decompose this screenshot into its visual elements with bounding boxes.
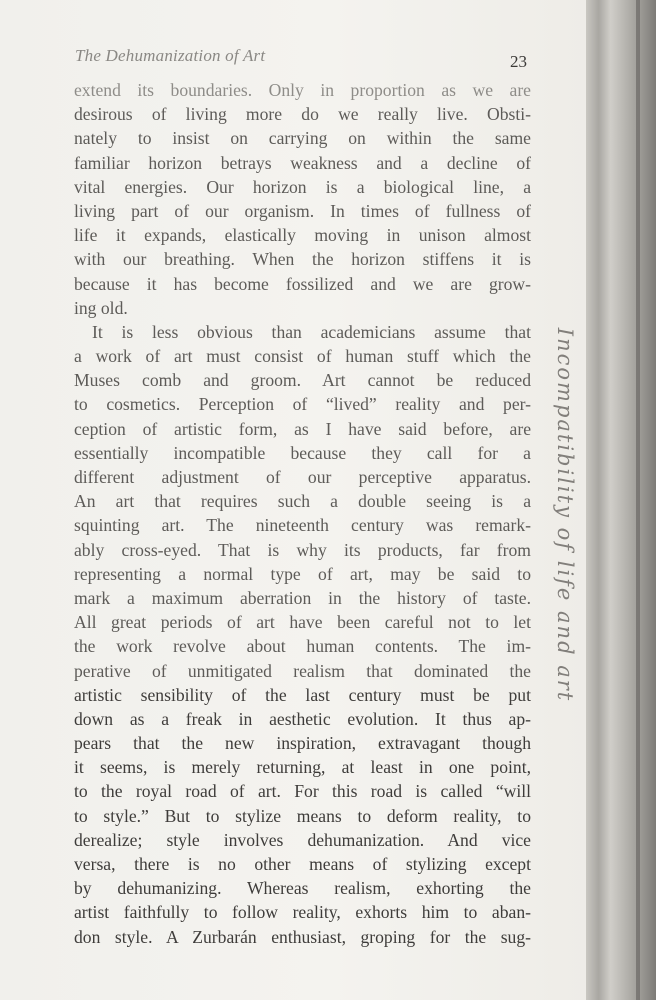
running-head: The Dehumanization of Art — [75, 46, 266, 65]
text-line: representing a normal type of art, may be said to — [74, 563, 531, 584]
text-line: down as a freak in aesthetic evolution. It thus ap- — [74, 708, 531, 729]
text-line: nately to insist on carrying on within the same — [74, 128, 531, 149]
text-line: essentially incompatible because they call for a — [74, 442, 531, 463]
handwritten-margin-note — [540, 327, 590, 703]
book-gutter — [586, 0, 656, 1000]
text-line: artistic sensibility of the last century must be put — [74, 684, 531, 705]
text-line: it seems, is merely returning, at least in one point, — [74, 757, 531, 778]
text-line: An art that requires such a double seeing is a — [74, 491, 531, 512]
margin-note-text: Incompatibility of life and art — [553, 327, 577, 703]
text-line: don style. A Zurbarán enthusiast, groping for the sug- — [74, 926, 531, 947]
text-line: with our breathing. When the horizon stiffens it is — [74, 249, 531, 270]
text-line: mark a maximum aberration in the history of taste. — [74, 587, 531, 608]
text-line: It is less obvious than academicians assume that — [92, 321, 531, 342]
text-line: a work of art must consist of human stuff which the — [74, 346, 531, 367]
text-line: familiar horizon betrays weakness and a decline of — [74, 152, 531, 173]
text-line: All great periods of art have been careful not to let — [74, 612, 531, 633]
text-line: ception of artistic form, as I have said before, are — [74, 418, 531, 439]
text-line: because it has become fossilized and we are grow- — [74, 273, 531, 294]
gutter-shadow — [636, 0, 640, 1000]
text-line: derealize; style involves dehumanization. And vice — [74, 829, 531, 850]
text-line: to style.” But to stylize means to deform reality, to — [74, 805, 531, 826]
text-line: Muses comb and groom. Art cannot be reduced — [74, 370, 531, 391]
text-line: squinting art. The nineteenth century was remark- — [74, 515, 531, 536]
text-line: ably cross-eyed. That is why its products, far from — [74, 539, 531, 560]
text-line: pears that the new inspiration, extravagant though — [74, 733, 531, 754]
text-line: vital energies. Our horizon is a biological line, a — [74, 176, 531, 197]
text-line: perative of unmitigated realism that dominated the — [74, 660, 531, 681]
text-line: extend its boundaries. Only in proportion as we are — [74, 80, 531, 100]
text-line: artist faithfully to follow reality, exhorts him to aban- — [74, 902, 531, 923]
text-line: to cosmetics. Perception of “lived” reality and per- — [74, 394, 531, 415]
text-line: versa, there is no other means of stylizing except — [74, 854, 531, 874]
page-number: 23 — [510, 52, 527, 71]
text-line: to the royal road of art. For this road is called “will — [74, 781, 531, 802]
text-line: ing old. — [74, 297, 128, 318]
text-line: by dehumanizing. Whereas realism, exhorting the — [74, 878, 531, 899]
text-line: living part of our organism. In times of fullness of — [74, 200, 531, 221]
text-line: life it expands, elastically moving in unison almost — [74, 225, 531, 246]
text-line: the work revolve about human contents. The im- — [74, 636, 531, 657]
body-text — [74, 78, 531, 949]
text-line: different adjustment of our perceptive apparatus. — [74, 467, 531, 487]
text-line: desirous of living more do we really live. Obsti- — [74, 104, 531, 125]
